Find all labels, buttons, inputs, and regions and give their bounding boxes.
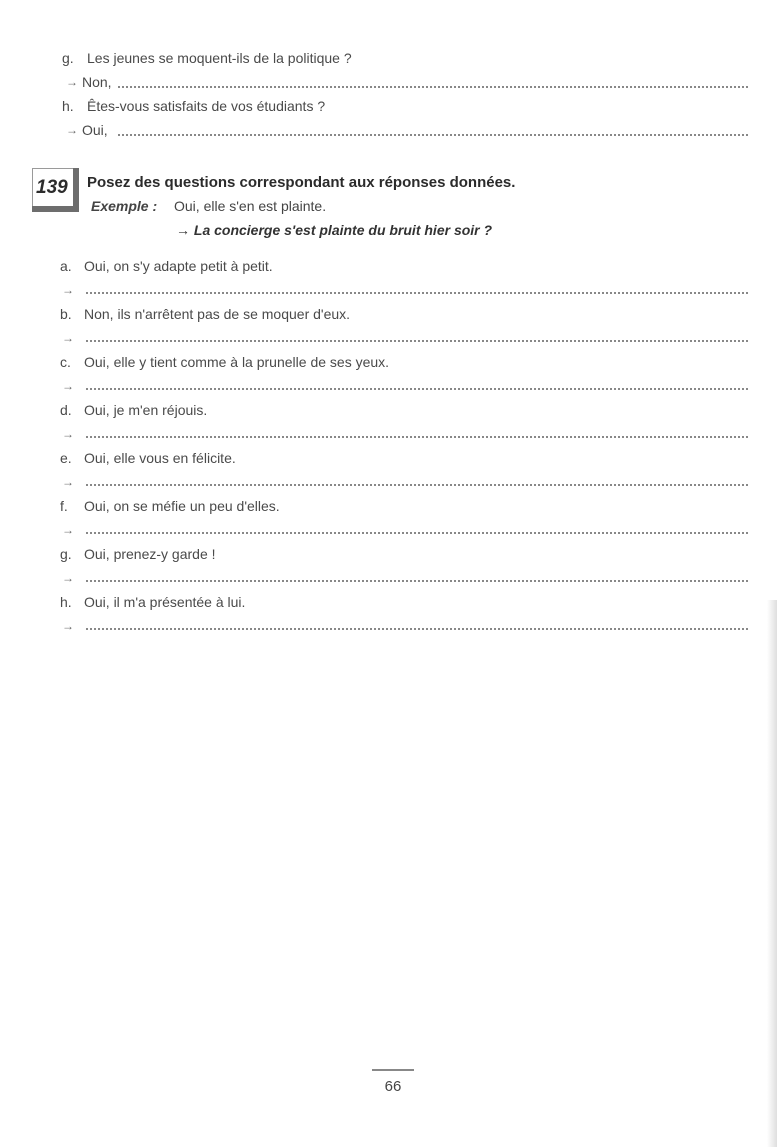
item-text: Oui, elle vous en félicite.	[84, 450, 236, 466]
list-item	[0, 304, 777, 324]
example-question: → La concierge s'est plainte du bruit hier soir ?	[176, 222, 493, 238]
answer-line[interactable]	[86, 532, 748, 534]
list-item	[0, 592, 777, 612]
answer-row	[0, 520, 777, 540]
item-letter: g.	[62, 50, 74, 66]
page-number: 66	[384, 1078, 402, 1095]
arrow-icon: →	[62, 427, 74, 441]
exercise-number: 139	[32, 168, 79, 207]
exercise-instruction: Posez des questions correspondant aux réponses données.	[87, 174, 516, 191]
arrow-icon: →	[62, 571, 74, 585]
page-edge-shadow	[767, 600, 777, 1147]
answer-line[interactable]	[86, 580, 748, 582]
arrow-icon: →	[66, 75, 78, 89]
answer-line[interactable]	[86, 628, 748, 630]
item-letter: a.	[60, 258, 72, 274]
list-item	[0, 496, 777, 516]
arrow-icon: →	[62, 379, 74, 393]
list-item	[0, 400, 777, 420]
item-text: Oui, elle y tient comme à la prunelle de ses yeux.	[84, 354, 390, 370]
arrow-icon: →	[62, 331, 74, 345]
item-letter: e.	[60, 450, 72, 466]
top-item-h-answer	[0, 120, 777, 140]
item-text: Oui, il m'a présentée à lui.	[84, 594, 246, 610]
item-text: Non, ils n'arrêtent pas de se moquer d'eux.	[84, 306, 351, 322]
top-item-h-question	[0, 96, 777, 116]
item-letter: c.	[60, 354, 71, 370]
answer-prefix: Oui,	[82, 122, 108, 138]
item-letter: h.	[62, 98, 74, 114]
item-letter: f.	[60, 498, 68, 514]
item-letter: g.	[60, 546, 72, 562]
item-text: Oui, prenez-y garde !	[84, 546, 216, 562]
item-question: Êtes-vous satisfaits de vos étudiants ?	[87, 98, 326, 114]
arrow-icon: →	[62, 475, 74, 489]
arrow-icon: →	[66, 123, 78, 137]
arrow-icon: →	[62, 283, 74, 297]
answer-row	[0, 376, 777, 396]
item-letter: d.	[60, 402, 72, 418]
item-text: Oui, je m'en réjouis.	[84, 402, 208, 418]
answer-row	[0, 472, 777, 492]
item-letter: h.	[60, 594, 72, 610]
item-text: Oui, on s'y adapte petit à petit.	[84, 258, 273, 274]
answer-row	[0, 424, 777, 444]
example-answer: Oui, elle s'en est plainte.	[174, 198, 327, 214]
answer-line[interactable]	[86, 340, 748, 342]
answer-row	[0, 568, 777, 588]
list-item	[0, 352, 777, 372]
list-item	[0, 448, 777, 468]
top-item-g-answer	[0, 72, 777, 92]
answer-row	[0, 616, 777, 636]
arrow-icon: →	[62, 619, 74, 633]
answer-prefix: Non,	[82, 74, 112, 90]
answer-line[interactable]	[118, 86, 748, 88]
list-item	[0, 256, 777, 276]
example-label: Exemple :	[91, 198, 158, 214]
exercise-badge-shadow	[32, 206, 79, 212]
item-letter: b.	[60, 306, 72, 322]
exercise-badge-shadow	[73, 168, 79, 208]
answer-line[interactable]	[86, 388, 748, 390]
answer-line[interactable]	[86, 484, 748, 486]
answer-row	[0, 280, 777, 300]
answer-line[interactable]	[118, 134, 748, 136]
answer-line[interactable]	[86, 436, 748, 438]
arrow-icon: →	[62, 523, 74, 537]
top-item-g-question	[0, 48, 777, 68]
answer-line[interactable]	[86, 292, 748, 294]
item-question: Les jeunes se moquent-ils de la politique ?	[87, 50, 352, 66]
footer-rule	[372, 1069, 414, 1071]
list-item	[0, 544, 777, 564]
item-text: Oui, on se méfie un peu d'elles.	[84, 498, 280, 514]
answer-row	[0, 328, 777, 348]
